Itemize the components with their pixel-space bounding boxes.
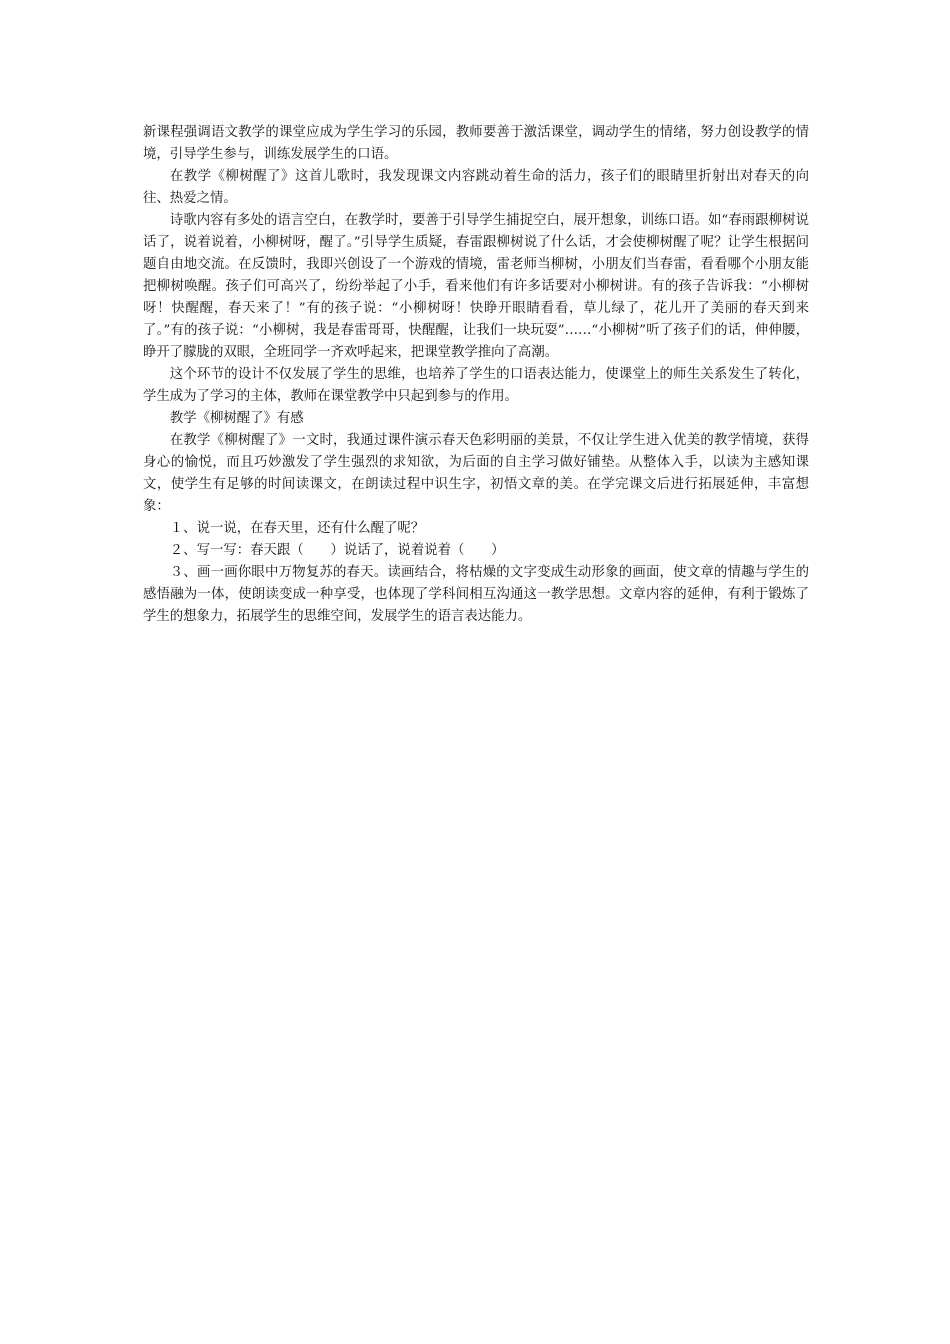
document-body (143, 122, 809, 628)
list-item-3: ３、画一画你眼中万物复苏的春天。读画结合，将枯燥的文字变成生动形象的画面，使文章的情趣与学生的感悟融为一体，使朗读变成一种享受，也体现了学科间相互沟通这一教学思想。文章内容的延伸，有利于锻炼了学生的想象力，拓展学生的思维空间，发展学生的语言表达能力。 (143, 565, 809, 624)
section-heading: 教学《柳树醒了》有感 (169, 411, 304, 426)
paragraph-2: 诗歌内容有多处的语言空白，在教学时，要善于引导学生捕捉空白，展开想象，训练口语。如“春雨跟柳树说话了，说着说着，小柳树呀，醒了。”引导学生质疑，春雷跟柳树说了什么话，才会使柳树醒了呢？让学生根据问题自由地交流。在反馈时，我即兴创设了一个游戏的情境，雷老师当柳树，小朋友们当春雷，看看哪个小朋友能把柳树唤醒。孩子们可高兴了，纷纷举起了小手，看来他们有许多话要对小柳树讲。有的孩子告诉我：“小柳树呀！快醒醒，春天来了！”有的孩子说：“小柳树呀！快睁开眼睛看看，草儿绿了，花儿开了美丽的春天到来了。”有的孩子说：“小柳树，我是春雷哥哥，快醒醒，让我们一块玩耍”……“小柳树”听了孩子们的话，伸伸腰，睁开了朦胧的双眼，全班同学一齐欢呼起来，把课堂教学推向了高潮。 (143, 213, 809, 360)
list-item-2: ２、写一写：春天跟（ ）说话了，说着说着（ ） (169, 543, 505, 558)
paragraph-intro: 新课程强调语文教学的课堂应成为学生学习的乐园，教师要善于激活课堂，调动学生的情绪，努力创设教学的情境，引导学生参与，训练发展学生的口语。 (143, 125, 809, 162)
paragraph-4: 在教学《柳树醒了》一文时，我通过课件演示春天色彩明丽的美景，不仅让学生进入优美的教学情境，获得身心的愉悦，而且巧妙激发了学生强烈的求知欲，为后面的自主学习做好铺垫。从整体入手，以读为主感知课文，使学生有足够的时间读课文，在朗读过程中识生字，初悟文章的美。在学完课文后进行拓展延伸，丰富想象： (143, 433, 809, 514)
paragraph-1: 在教学《柳树醒了》这首儿歌时，我发现课文内容跳动着生命的活力，孩子们的眼睛里折射出对春天的向往、热爱之情。 (143, 169, 809, 206)
paragraph-3: 这个环节的设计不仅发展了学生的思维，也培养了学生的口语表达能力，使课堂上的师生关系发生了转化，学生成为了学习的主体，教师在课堂教学中只起到参与的作用。 (143, 367, 809, 404)
list-item-1: １、说一说，在春天里，还有什么醒了呢？ (169, 521, 425, 536)
